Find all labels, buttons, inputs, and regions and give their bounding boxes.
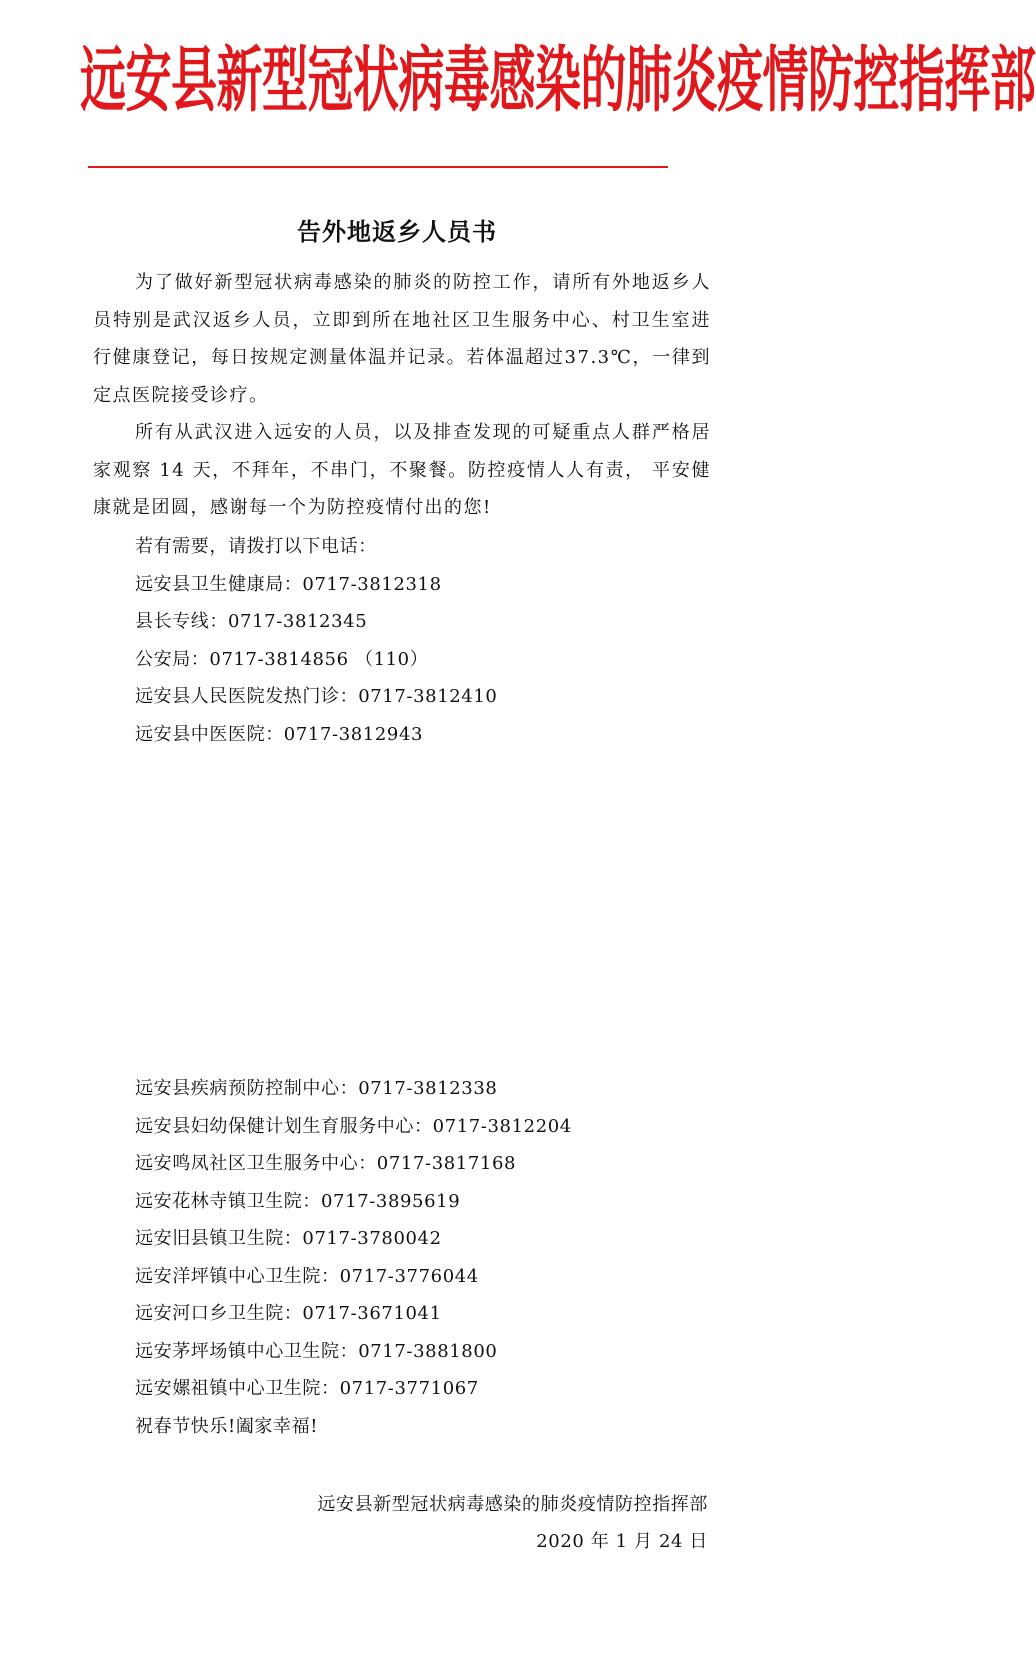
- contact-item: 远安县人民医院发热门诊：0717-3812410: [135, 686, 498, 707]
- contact-item: 远安洋坪镇中心卫生院：0717-3776044: [135, 1265, 479, 1287]
- contact-item: 远安鸣凤社区卫生服务中心：0717-3817168: [135, 1153, 517, 1174]
- body-paragraph-1: 为了做好新型冠状病毒感染的肺炎的防控工作，请所有外地返乡人员特别是武汉返乡人员，立即到所在地社区卫生服务中心、村卫生室进行健康登记，每日按规定测量体温并记录。若体温超过37.3℃，一律到定点医院接受诊疗。: [93, 272, 711, 406]
- signature-block: [317, 1486, 708, 1560]
- contact-item: 远安嫘祖镇中心卫生院：0717-3771067: [135, 1378, 479, 1399]
- greeting: 祝春节快乐!阖家幸福!: [135, 1415, 319, 1437]
- signature-date: 2020 年 1 月 24 日: [536, 1531, 708, 1552]
- contact-item: 远安旧县镇卫生院：0717-3780042: [135, 1228, 442, 1249]
- contact-item: 公安局：0717-3814856 （110）: [135, 648, 429, 670]
- masthead-title: 远安县新型冠状病毒感染的肺炎疫情防控指挥部: [80, 37, 1036, 122]
- masthead-divider: [88, 166, 668, 168]
- contact-item: 远安县卫生健康局：0717-3812318: [135, 573, 442, 595]
- contacts-intro: 若有需要，请拨打以下电话：: [135, 536, 377, 557]
- contact-item: 远安县疾病预防控制中心：0717-3812338: [135, 1078, 498, 1099]
- contact-item: 县长专线：0717-3812345: [135, 611, 368, 632]
- contact-item: 远安茅坪场镇中心卫生院：0717-3881800: [135, 1340, 498, 1362]
- contact-list-top: [135, 528, 497, 753]
- contact-item: 远安花林寺镇卫生院：0717-3895619: [135, 1190, 461, 1212]
- body-paragraph-2: 所有从武汉进入远安的人员，以及排查发现的可疑重点人群严格居家观察 14 天，不拜年，不串门，不聚餐。防控疫情人人有责， 平安健康就是团圆，感谢每一个为防控疫情付出的您!: [93, 422, 711, 518]
- contact-item: 远安县妇幼保健计划生育服务中心：0717-3812204: [135, 1115, 572, 1137]
- contact-list-bottom: [135, 1070, 572, 1445]
- signature-issuer: 远安县新型冠状病毒感染的肺炎疫情防控指挥部: [317, 1494, 708, 1515]
- document-title: 告外地返乡人员书: [297, 217, 497, 246]
- contact-item: 远安县中医医院：0717-3812943: [135, 723, 424, 745]
- contact-item: 远安河口乡卫生院：0717-3671041: [135, 1303, 442, 1324]
